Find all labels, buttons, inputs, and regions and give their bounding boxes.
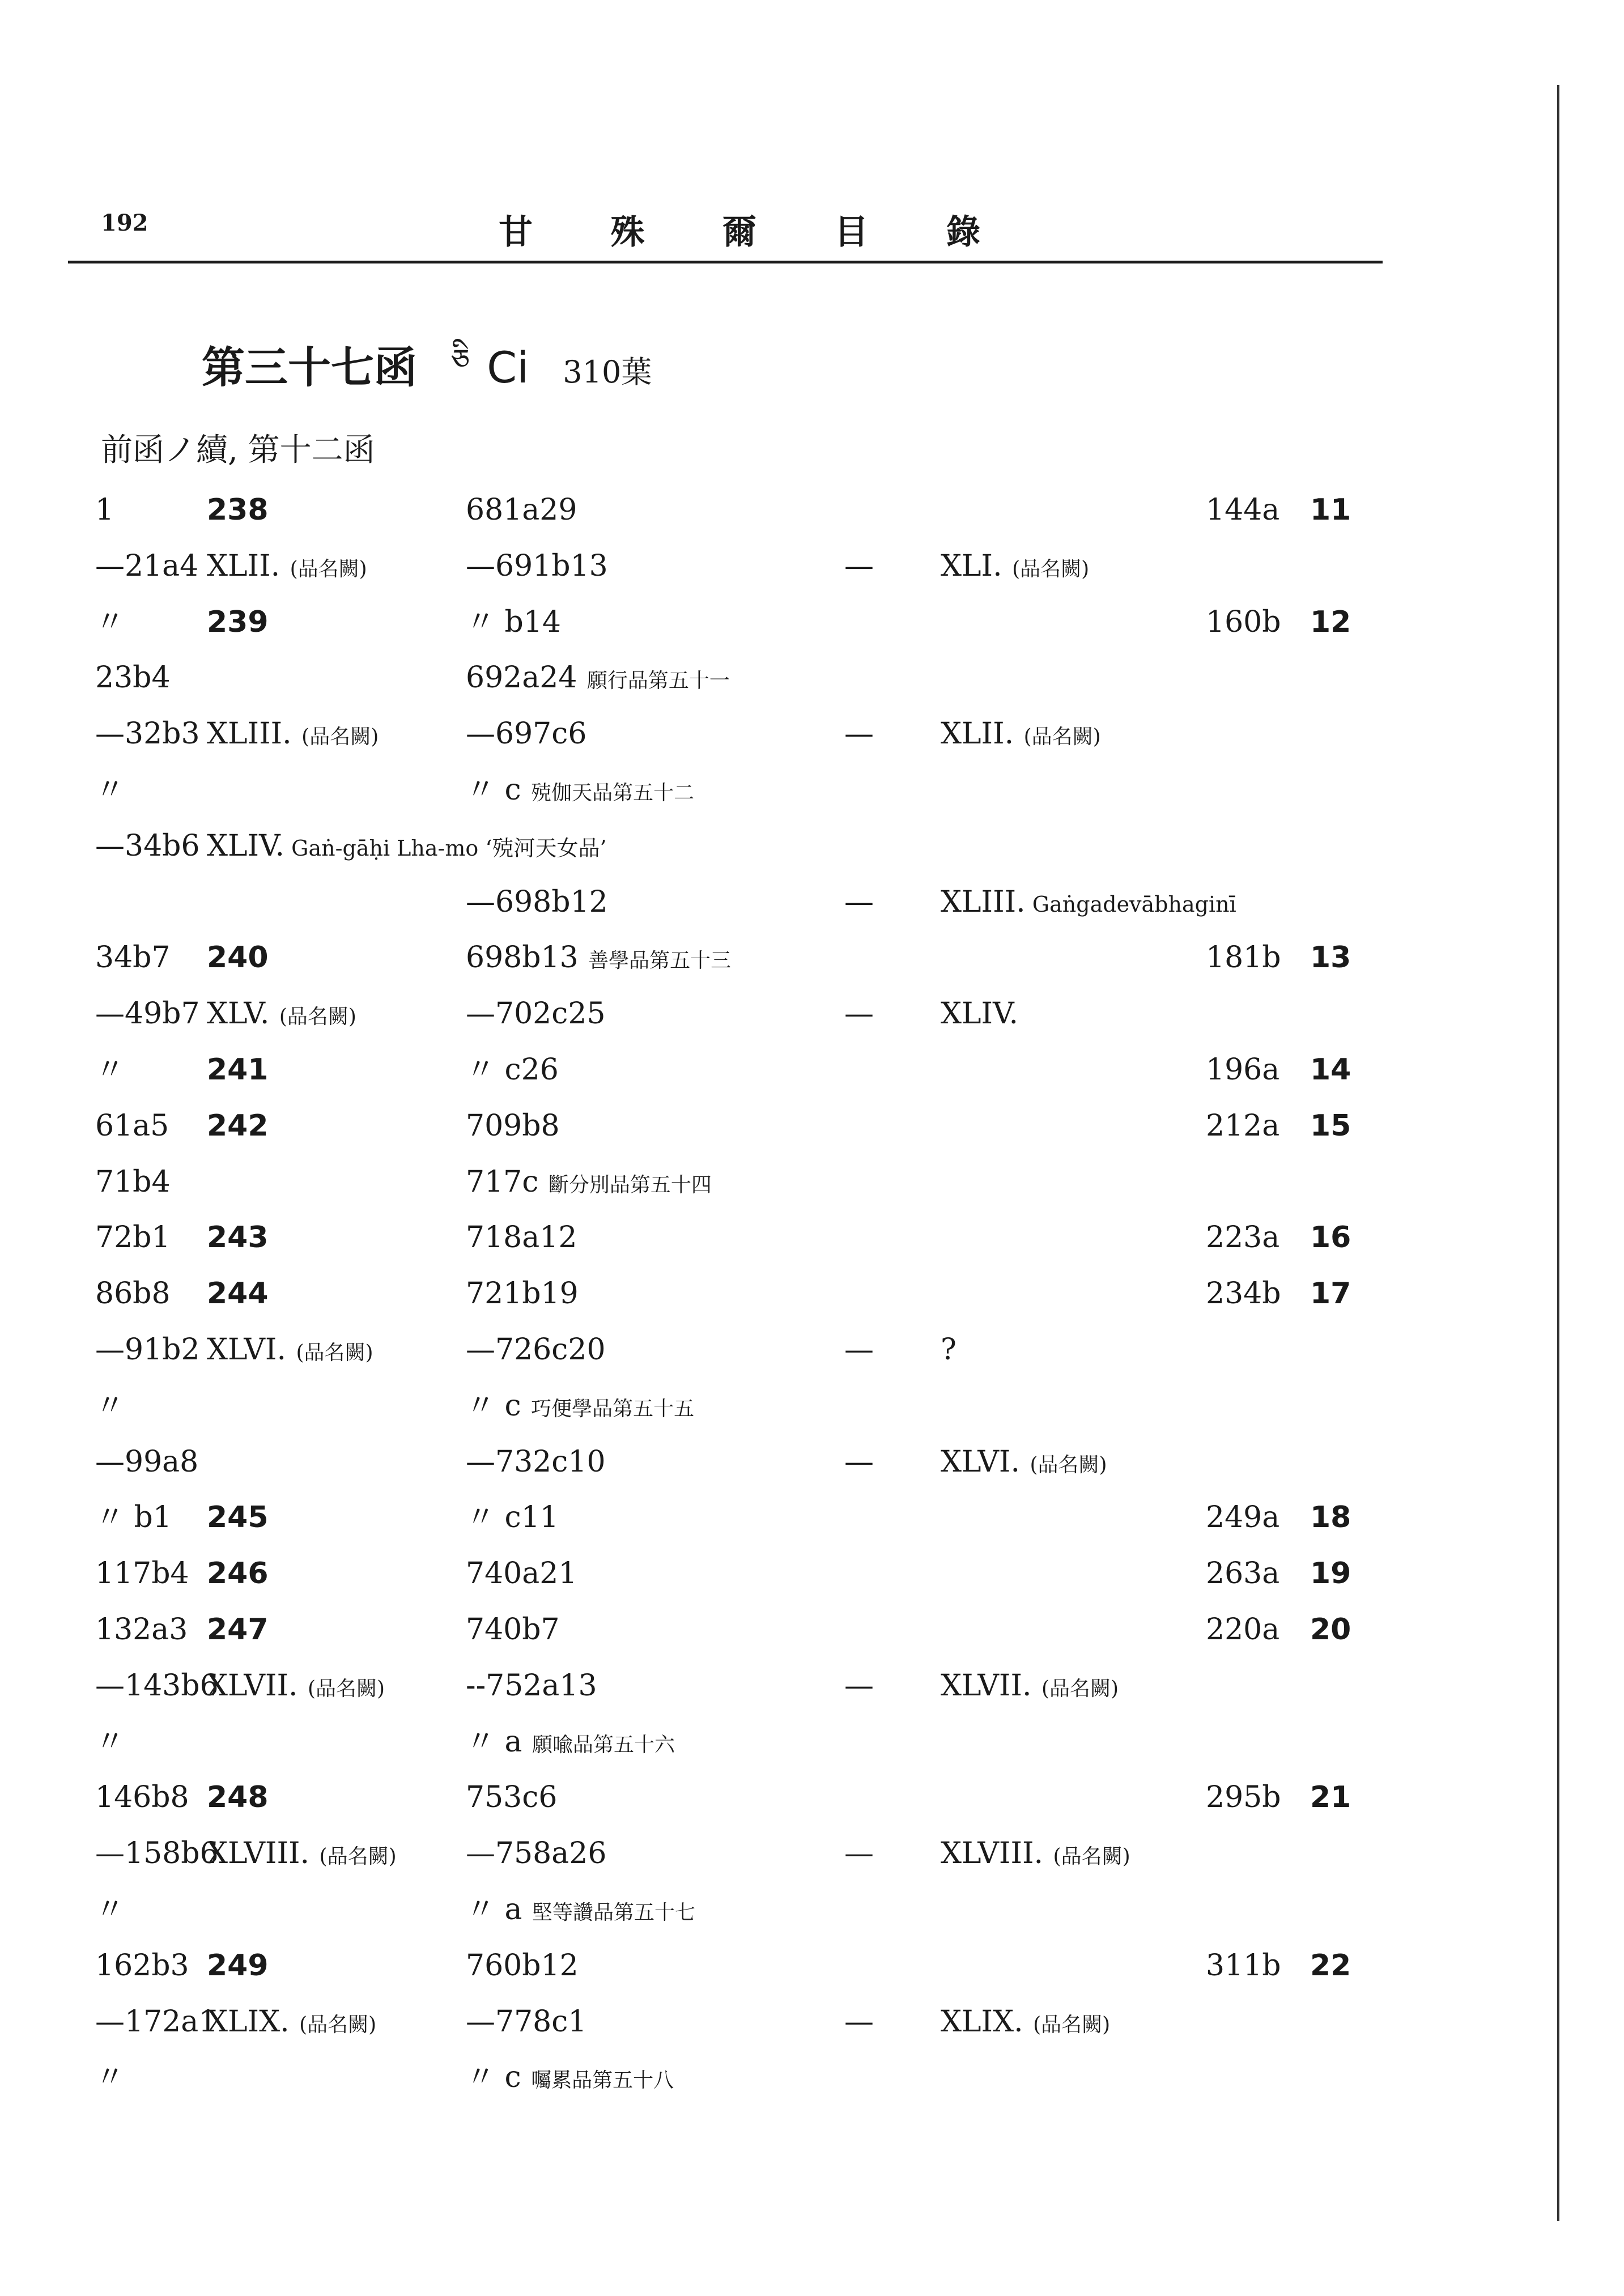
taisho-reference: —726c20 <box>466 1333 606 1367</box>
tibetan-folio: 86b8 <box>95 1277 171 1311</box>
tibetan-folio: —158b6 <box>95 1836 219 1871</box>
sanskrit-folio: 263a <box>1206 1557 1280 1591</box>
volume-number-note: (品名闕) <box>290 1341 373 1364</box>
tibetan-folio: 〃 <box>95 773 125 807</box>
sanskrit-folio: 212a <box>1206 1108 1280 1143</box>
tibetan-folio: 23b4 <box>95 661 171 695</box>
tibetan-folio: —172a1 <box>95 2004 218 2039</box>
tibetan-folio: 71b4 <box>95 1164 171 1199</box>
table-row <box>0 1439 1624 1485</box>
case-letter: Ci <box>487 342 529 393</box>
taisho-reference-note: 巧便學品第五十五 <box>524 1397 695 1421</box>
taisho-reference: —758a26 <box>466 1836 607 1871</box>
table-row <box>0 711 1624 756</box>
taisho-reference: —778c1 <box>466 2004 587 2039</box>
sanskrit-folio: 181b <box>1206 941 1281 975</box>
tibetan-folio: —91b2 <box>95 1333 200 1367</box>
chapter-reference-note: (品名闕) <box>1047 1845 1130 1869</box>
header-rule <box>68 261 1383 263</box>
volume-number-note: (品名闕) <box>273 1005 356 1029</box>
table-row <box>0 1775 1624 1820</box>
table-row <box>0 1383 1624 1428</box>
range-dash: — <box>844 885 874 919</box>
volume-number: 249 <box>207 1948 269 1983</box>
table-row <box>0 823 1624 869</box>
sanskrit-chapter-number: 22 <box>1310 1948 1351 1983</box>
sanskrit-folio: 223a <box>1206 1221 1280 1255</box>
table-row <box>0 599 1624 645</box>
tibetan-folio: 〃 <box>95 1724 125 1759</box>
taisho-reference: 〃 c26 <box>466 1053 559 1087</box>
table-row <box>0 487 1624 533</box>
sanskrit-folio: 295b <box>1206 1780 1281 1815</box>
volume-number: XLIII. (品名闕) <box>207 717 379 751</box>
taisho-reference-note: 堅等讚品第五十七 <box>525 1901 695 1924</box>
tibetan-folio: 〃 <box>95 1388 125 1423</box>
tibetan-folio: 162b3 <box>95 1948 189 1983</box>
table-row <box>0 1719 1624 1764</box>
taisho-reference: 718a12 <box>466 1221 577 1255</box>
taisho-reference: —732c10 <box>466 1444 606 1479</box>
sanskrit-folio: 311b <box>1206 1948 1281 1983</box>
taisho-reference: 〃 b14 <box>466 605 561 639</box>
running-title-char: 目 <box>834 212 869 252</box>
chapter-reference-note: (品名闕) <box>1026 2013 1111 2036</box>
taisho-reference: 753c6 <box>466 1780 558 1815</box>
tibetan-folio: 72b1 <box>95 1221 171 1255</box>
range-dash: — <box>844 1444 874 1479</box>
table-row <box>0 655 1624 700</box>
volume-number: 247 <box>207 1613 269 1647</box>
volume-number: XLVIII. (品名闕) <box>207 1836 397 1871</box>
sanskrit-folio: 234b <box>1206 1277 1281 1311</box>
tibetan-folio: 61a5 <box>95 1108 169 1143</box>
taisho-reference: 〃 c 巧便學品第五十五 <box>466 1388 695 1423</box>
sanskrit-chapter-number: 19 <box>1310 1557 1351 1591</box>
chapter-reference-note: (品名闕) <box>1035 1677 1119 1700</box>
tibetan-folio: 〃 <box>95 2060 125 2095</box>
running-title-char: 爾 <box>722 212 756 252</box>
chapter-reference-note: (品名闕) <box>1005 557 1090 581</box>
tibetan-folio: —32b3 <box>95 717 200 751</box>
tibetan-folio: 〃 <box>95 1053 125 1087</box>
chapter-reference-note: Gaṅgadevābhaginī <box>1025 891 1236 917</box>
chapter-reference: XLVI. (品名闕) <box>941 1444 1107 1479</box>
chapter-reference: ? <box>941 1333 956 1367</box>
table-row <box>0 935 1624 980</box>
table-row <box>0 1327 1624 1372</box>
tibetan-folio: 〃 <box>95 1893 125 1927</box>
taisho-reference: 〃 a 堅等讚品第五十七 <box>466 1893 695 1927</box>
table-row <box>0 1607 1624 1652</box>
taisho-reference: 〃 c 殑伽天品第五十二 <box>466 773 695 807</box>
taisho-reference-note: 願喩品第五十六 <box>525 1733 675 1757</box>
table-row <box>0 543 1624 589</box>
sanskrit-chapter-number: 11 <box>1310 493 1351 527</box>
taisho-reference: 760b12 <box>466 1948 579 1983</box>
volume-number: XLVI. (品名闕) <box>207 1333 373 1367</box>
taisho-reference: 709b8 <box>466 1108 560 1143</box>
taisho-reference: 〃 c 囑累品第五十八 <box>466 2060 674 2095</box>
taisho-reference-note: 斷分別品第五十四 <box>542 1173 712 1197</box>
tibetan-folio: —143b6 <box>95 1668 219 1703</box>
case-leaves: 310葉 <box>563 354 652 390</box>
volume-number-note: (品名闕) <box>301 1677 385 1700</box>
table-row <box>0 879 1624 925</box>
taisho-reference: --752a13 <box>466 1668 597 1703</box>
chapter-reference: XLIX. (品名闕) <box>941 2004 1111 2039</box>
tibetan-folio: 132a3 <box>95 1613 188 1647</box>
taisho-reference-note: 殑伽天品第五十二 <box>524 781 695 805</box>
volume-number: XLIX. (品名闕) <box>207 2004 377 2039</box>
taisho-reference: 681a29 <box>466 493 577 527</box>
volume-number: XLVII. (品名闕) <box>207 1668 385 1703</box>
taisho-reference: —698b12 <box>466 885 608 919</box>
sanskrit-folio: 160b <box>1206 605 1281 639</box>
taisho-reference: 740a21 <box>466 1557 577 1591</box>
tibetan-letter: ཅི <box>451 343 470 377</box>
table-row <box>0 1215 1624 1260</box>
table-row <box>0 1495 1624 1540</box>
sanskrit-chapter-number: 17 <box>1310 1277 1351 1311</box>
table-row <box>0 1271 1624 1316</box>
tibetan-folio: —21a4 <box>95 549 199 583</box>
range-dash: — <box>844 549 874 583</box>
tibetan-folio: 〃 b1 <box>95 1500 172 1535</box>
volume-number: 239 <box>207 605 269 639</box>
chapter-reference-note: (品名闕) <box>1017 725 1101 749</box>
sanskrit-chapter-number: 16 <box>1310 1221 1351 1255</box>
tibetan-folio: 117b4 <box>95 1557 189 1591</box>
volume-number: XLII. (品名闕) <box>207 549 367 583</box>
volume-number: 241 <box>207 1053 269 1087</box>
table-row <box>0 767 1624 813</box>
sanskrit-folio: 249a <box>1206 1500 1280 1535</box>
taisho-reference-note: 囑累品第五十八 <box>524 2069 674 2093</box>
volume-number: 245 <box>207 1500 269 1535</box>
tibetan-folio: —99a8 <box>95 1444 199 1479</box>
range-dash: — <box>844 1668 874 1703</box>
taisho-reference: 717c 斷分別品第五十四 <box>466 1164 712 1199</box>
range-dash: — <box>844 1836 874 1871</box>
table-row <box>0 1887 1624 1932</box>
range-dash: — <box>844 1333 874 1367</box>
chapter-reference: XLI. (品名闕) <box>941 549 1090 583</box>
taisho-reference: 〃 c11 <box>466 1500 559 1535</box>
page-number: 192 <box>101 210 148 236</box>
table-row <box>0 1831 1624 1876</box>
volume-number-note: (品名闕) <box>292 2013 377 2036</box>
table-row <box>0 1663 1624 1708</box>
chapter-reference: XLVII. (品名闕) <box>941 1668 1119 1703</box>
taisho-reference: 〃 a 願喩品第五十六 <box>466 1724 675 1759</box>
tibetan-folio: —49b7 <box>95 997 200 1031</box>
volume-number: 240 <box>207 941 269 975</box>
taisho-reference: —702c25 <box>466 997 606 1031</box>
volume-number: XLV. (品名闕) <box>207 997 356 1031</box>
volume-number: 248 <box>207 1780 269 1815</box>
sanskrit-chapter-number: 15 <box>1310 1108 1351 1143</box>
sanskrit-folio: 220a <box>1206 1613 1280 1647</box>
table-row <box>0 991 1624 1036</box>
volume-number-note: (品名闕) <box>283 557 367 581</box>
taisho-reference-note: 善學品第五十三 <box>581 949 732 973</box>
tibetan-folio: —34b6 <box>95 828 200 863</box>
running-title <box>499 205 980 254</box>
sanskrit-chapter-number: 14 <box>1310 1053 1351 1087</box>
table-row <box>0 2055 1624 2100</box>
table-row <box>0 1999 1624 2044</box>
taisho-reference: 740b7 <box>466 1613 560 1647</box>
volume-number-note: Gaṅ-gāḥi Lha-mo ‘殑河天女品’ <box>284 835 607 861</box>
table-row <box>0 1551 1624 1596</box>
volume-number: 243 <box>207 1221 269 1255</box>
volume-number-note: (品名闕) <box>313 1845 397 1869</box>
taisho-reference: 692a24 願行品第五十一 <box>466 661 730 695</box>
volume-number: XLIV. Gaṅ-gāḥi Lha-mo ‘殑河天女品’ <box>207 828 607 863</box>
sanskrit-chapter-number: 20 <box>1310 1613 1351 1647</box>
tibetan-folio: 1 <box>95 493 114 527</box>
running-title-char: 殊 <box>610 212 645 252</box>
tibetan-folio: 〃 <box>95 605 125 639</box>
tibetan-folio: 34b7 <box>95 941 171 975</box>
taisho-reference: —697c6 <box>466 717 587 751</box>
case-heading <box>202 333 652 423</box>
sanskrit-folio: 196a <box>1206 1053 1280 1087</box>
range-dash: — <box>844 717 874 751</box>
table-row <box>0 1943 1624 1988</box>
taisho-reference-note: 願行品第五十一 <box>580 669 730 693</box>
chapter-reference: XLVIII. (品名闕) <box>941 1836 1130 1871</box>
sanskrit-chapter-number: 21 <box>1310 1780 1351 1815</box>
tibetan-folio: 146b8 <box>95 1780 189 1815</box>
running-title-char: 甘 <box>499 212 533 252</box>
table-row <box>0 1047 1624 1092</box>
chapter-reference: XLIV. <box>941 997 1019 1031</box>
chapter-reference-note: (品名闕) <box>1023 1453 1107 1477</box>
sanskrit-chapter-number: 13 <box>1310 941 1351 975</box>
range-dash: — <box>844 2004 874 2039</box>
volume-number: 246 <box>207 1557 269 1591</box>
volume-number: 238 <box>207 493 269 527</box>
taisho-reference: 721b19 <box>466 1277 579 1311</box>
case-title: 第三十七函 <box>202 342 417 393</box>
sanskrit-chapter-number: 12 <box>1310 605 1351 639</box>
table-row <box>0 1159 1624 1205</box>
range-dash: — <box>844 997 874 1031</box>
volume-number: 244 <box>207 1277 269 1311</box>
table-row <box>0 1103 1624 1149</box>
volume-number: 242 <box>207 1108 269 1143</box>
sanskrit-folio: 144a <box>1206 493 1280 527</box>
volume-number-note: (品名闕) <box>295 725 379 749</box>
running-title-char: 錄 <box>946 212 980 252</box>
chapter-reference: XLII. (品名闕) <box>941 717 1101 751</box>
taisho-reference: —691b13 <box>466 549 608 583</box>
chapter-reference: XLIII. Gaṅgadevābhaginī <box>941 885 1236 919</box>
taisho-reference: 698b13 善學品第五十三 <box>466 941 732 975</box>
subheading: 前函ノ續, 第十二函 <box>101 432 375 469</box>
sanskrit-chapter-number: 18 <box>1310 1500 1351 1535</box>
